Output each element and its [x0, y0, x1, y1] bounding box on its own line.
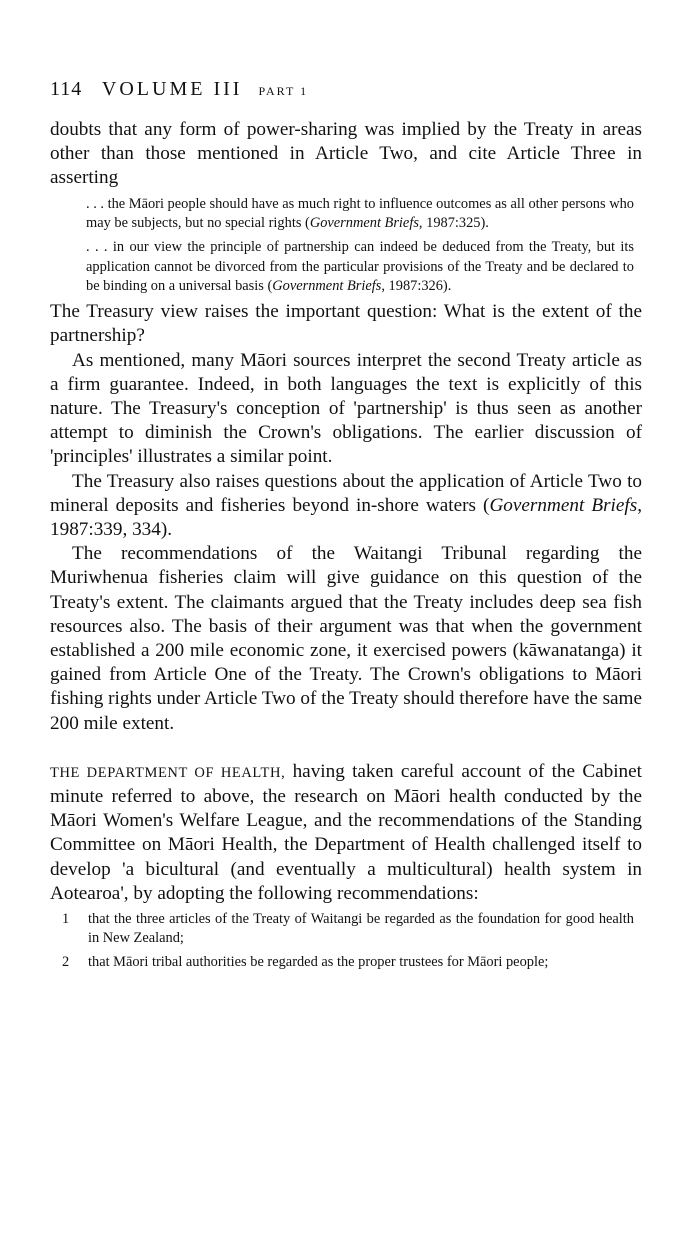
quote-1-end: , 1987:325).: [418, 214, 489, 231]
block-quote: [86, 195, 634, 296]
page-number: 114: [50, 78, 83, 100]
quote-2-citation: Government Briefs: [272, 277, 382, 294]
list-item: [50, 953, 634, 973]
list-item-text: that Māori tribal authorities be regarded as the proper trustees for Māori people;: [88, 953, 549, 970]
paragraph-2: The Treasury view raises the important question: What is the extent of the partnership?: [50, 301, 642, 347]
quote-1: [86, 195, 634, 234]
list-item-number: 2: [62, 953, 70, 970]
list-item-number: 1: [62, 910, 70, 927]
quote-2-text: . . . in our view the principle of partnership can indeed be deduced from the Treaty, but its application cannot be divorced from the particular provisions of the Treaty and be declared to be binding on a universal basis (: [86, 239, 634, 294]
paragraph-6-text: having taken careful account of the Cabinet minute referred to above, the research on Māori health conducted by the Māori Women's Welfare League, and the recommendations of the Standing Committee on Māori Health, the Department of Health challenged itself to develop 'a bicultural (and eventually a multicultural) health system in Aotearoa', by adopting the following recommendations:: [50, 760, 642, 904]
section-gap: [50, 736, 642, 760]
running-head: [50, 78, 308, 101]
paragraph-4-text: The Treasury also raises questions about the application of Article Two to mineral deposits and fisheries beyond in-shore waters (: [50, 470, 642, 516]
paragraph-3: As mentioned, many Māori sources interpret the second Treaty article as a firm guarantee. Indeed, in both languages the text is explicitly of this nature. The Treasury's conception of 'partnership' is thus seen as another attempt to diminish the Crown's obligations. The earlier discussion of 'principles' illustrates a similar point.: [50, 349, 642, 468]
volume-label: VOLUME III: [101, 78, 243, 100]
list-item-text: that the three articles of the Treaty of Waitangi be regarded as the foundation for good health in New Zealand;: [88, 910, 634, 947]
list-item: [50, 910, 634, 949]
body-text: [50, 118, 642, 976]
quote-2: [86, 238, 634, 296]
paragraph-4-end: , 1987:339, 334).: [50, 494, 642, 540]
recommendations-list: [50, 910, 634, 973]
quote-1-text: . . . the Māori people should have as much right to influence outcomes as all other persons who may be subjects, but no special rights (: [86, 195, 634, 231]
quote-2-end: , 1987:326).: [381, 277, 452, 294]
paragraph-4: [50, 470, 642, 543]
quote-1-citation: Government Briefs: [309, 214, 419, 231]
paragraph-6: [50, 760, 642, 906]
part-label: PART 1: [258, 84, 309, 98]
section-lead: THE DEPARTMENT OF HEALTH,: [50, 764, 286, 781]
paragraph-5: The recommendations of the Waitangi Tribunal regarding the Muriwhenua fisheries claim will give guidance on this question of the Treaty's extent. The claimants argued that the Treaty includes deep sea fish resources also. The basis of their argument was that when the government established a 200 mile economic zone, it exercised powers (kāwanatanga) it gained from Article One of the Treaty. The Crown's obligations to Māori fishing rights under Article Two of the Treaty should therefore have the same 200 mile extent.: [50, 543, 642, 734]
paragraph-1: doubts that any form of power-sharing was implied by the Treaty in areas other than those mentioned in Article Two, and cite Article Three in asserting: [50, 119, 642, 189]
paragraph-4-citation: Government Briefs: [489, 494, 638, 516]
